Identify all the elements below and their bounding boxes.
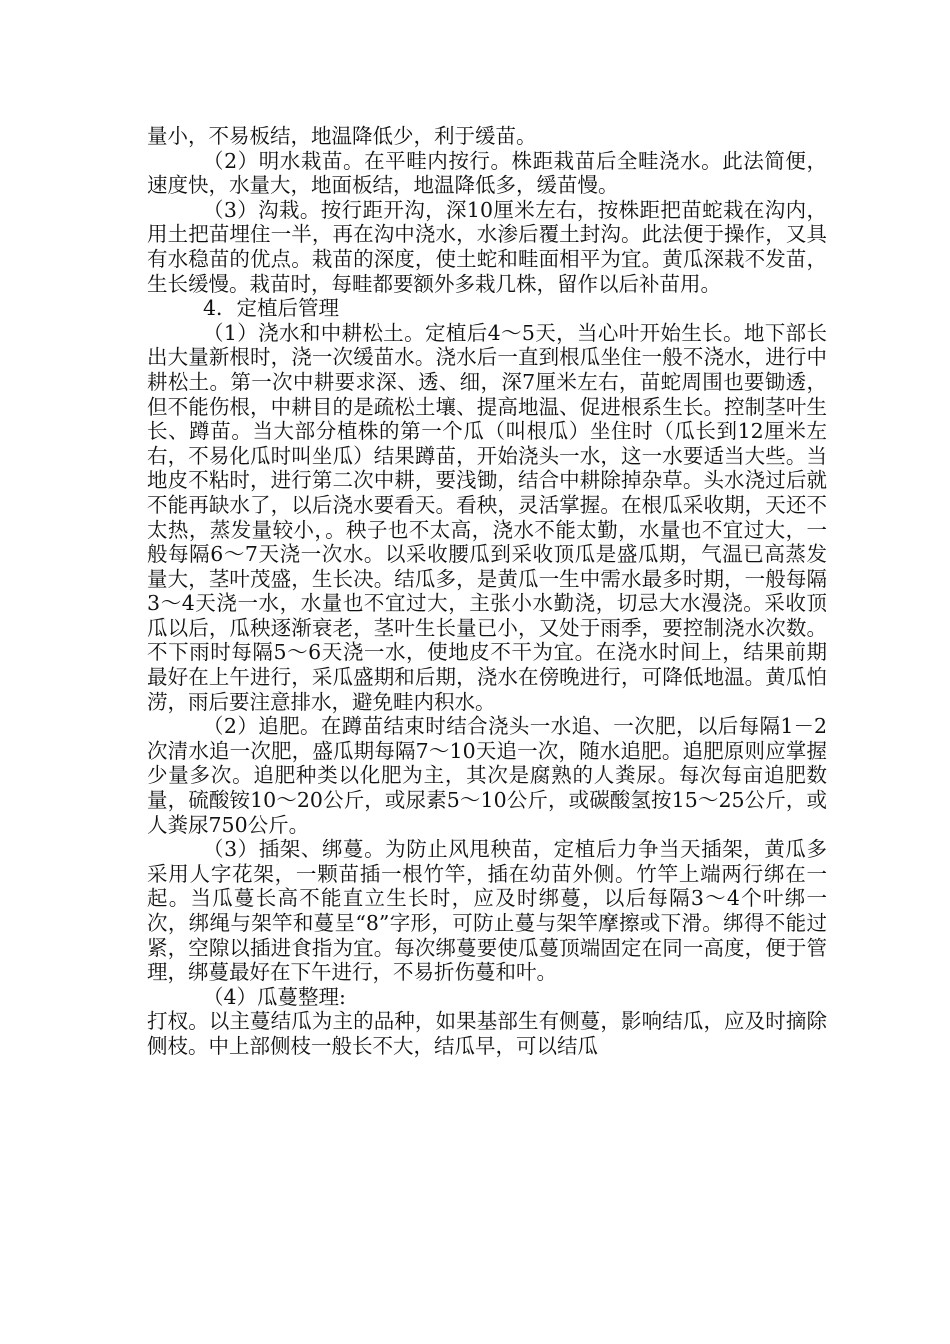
paragraph-vine-pruning-heading: （4）瓜蔓整理: [203,984,346,1009]
paragraph-trellis-tying: （3）插架、绑蔓。为防止风甩秧苗，定植后力争当天插架，黄瓜多采用人字花架，一颗苗插一根竹竿，插在幼苗外侧。竹竿上端两行绑在一起。当瓜蔓长高不能直立生长时，应及时绑蔓，以后每隔3～4个叶绑一次，绑绳与架竿和蔓呈“8”字形，可防止蔓与架竿摩擦或下滑。绑得不能过紧，空隙以插进食指为宜。每次绑蔓要使瓜蔓顶端固定在同一高度，便于管理，绑蔓最好在下午进行，不易折伤蔓和叶。 [147,837,827,985]
paragraph-watering-cultivation: （1）浇水和中耕松土。定植后4～5天，当心叶开始生长。地下部长出大量新根时，浇一次缓苗水。浇水后一直到根瓜坐住一般不浇水，进行中耕松土。第一次中耕要求深、透、细，深7厘米左右，苗蛇周围也要锄透，但不能伤根，中耕目的是疏松土壤、提高地温、促进根系生长。控制茎叶生长、蹲苗。当大部分植株的第一个瓜（叫根瓜）坐住时（瓜长到12厘米左右，不易化瓜时叫坐瓜）结果蹲苗，开始浇头一水，这一水要适当大些。当地皮不粘时，进行第二次中耕，要浅锄，结合中耕除掉杂草。头水浇过后就不能再缺水了，以后浇水要看天。看秧，灵活掌握。在根瓜采收期，天还不太热，蒸发量较小，。秧子也不太高，浇水不能太勤，水量也不宜过大，一般每隔6～7天浇一次水。以采收腰瓜到采收顶瓜是盛瓜期，气温已高蒸发量大，茎叶茂盛，生长决。结瓜多，是黄瓜一生中需水最多时期，一般每隔3～4天浇一水，水量也不宜过大，主张小水勤浇，切忌大水漫浇。采收顶瓜以后，瓜秧逐渐衰老，茎叶生长量已小，又处于雨季，要控制浇水次数。不下雨时每隔5～6天浇一水，使地皮不干为宜。在浇水时间上，结果前期最好在上午进行，采瓜盛期和后期，浇水在傍晚进行，可降低地温。黄瓜怕涝，雨后要注意排水，避免畦内积水。 [147,320,827,714]
paragraph-furrow-planting: （3）沟栽。按行距开沟，深10厘米左右，按株距把苗蛇栽在沟内，用土把苗埋住一半，再在沟中浇水，水渗后覆土封沟。此法便于操作，又具有水稳苗的优点。栽苗的深度，使土蛇和畦面相平为宜。黄瓜深栽不发苗，生长缓慢。栽苗时，每畦都要额外多栽几株，留作以后补苗用。 [147,197,827,296]
paragraph-continuation: 量小，不易板结，地温降低少，利于缓苗。 [147,124,537,148]
paragraph-open-water-planting: （2）明水栽苗。在平畦内按行。株距栽苗后全畦浇水。此法简便，速度快，水量大，地面板结，地温降低多，缓苗慢。 [147,148,827,198]
paragraph-pruning: 打杈。以主蔓结瓜为主的品种，如果基部生有侧蔓，影响结瓜，应及时摘除侧枝。中上部侧枝一般长不大，结瓜早，可以结瓜 [147,1009,827,1058]
paragraph-top-dressing: （2）追肥。在蹲苗结束时结合浇头一水追、一次肥，以后每隔1－2次清水追一次肥，盛瓜期每隔7～10天追一次，随水追肥。追肥原则应掌握少量多次。追肥种类以化肥为主，其次是腐熟的人粪尿。每次每亩追肥数量，硫酸铵10～20公斤，或尿素5～10公斤，或碳酸氢按15～25公斤，或人粪尿750公斤。 [147,714,827,837]
document-page [147,124,827,1059]
section-heading-post-planting: 4．定植后管理 [203,296,340,321]
